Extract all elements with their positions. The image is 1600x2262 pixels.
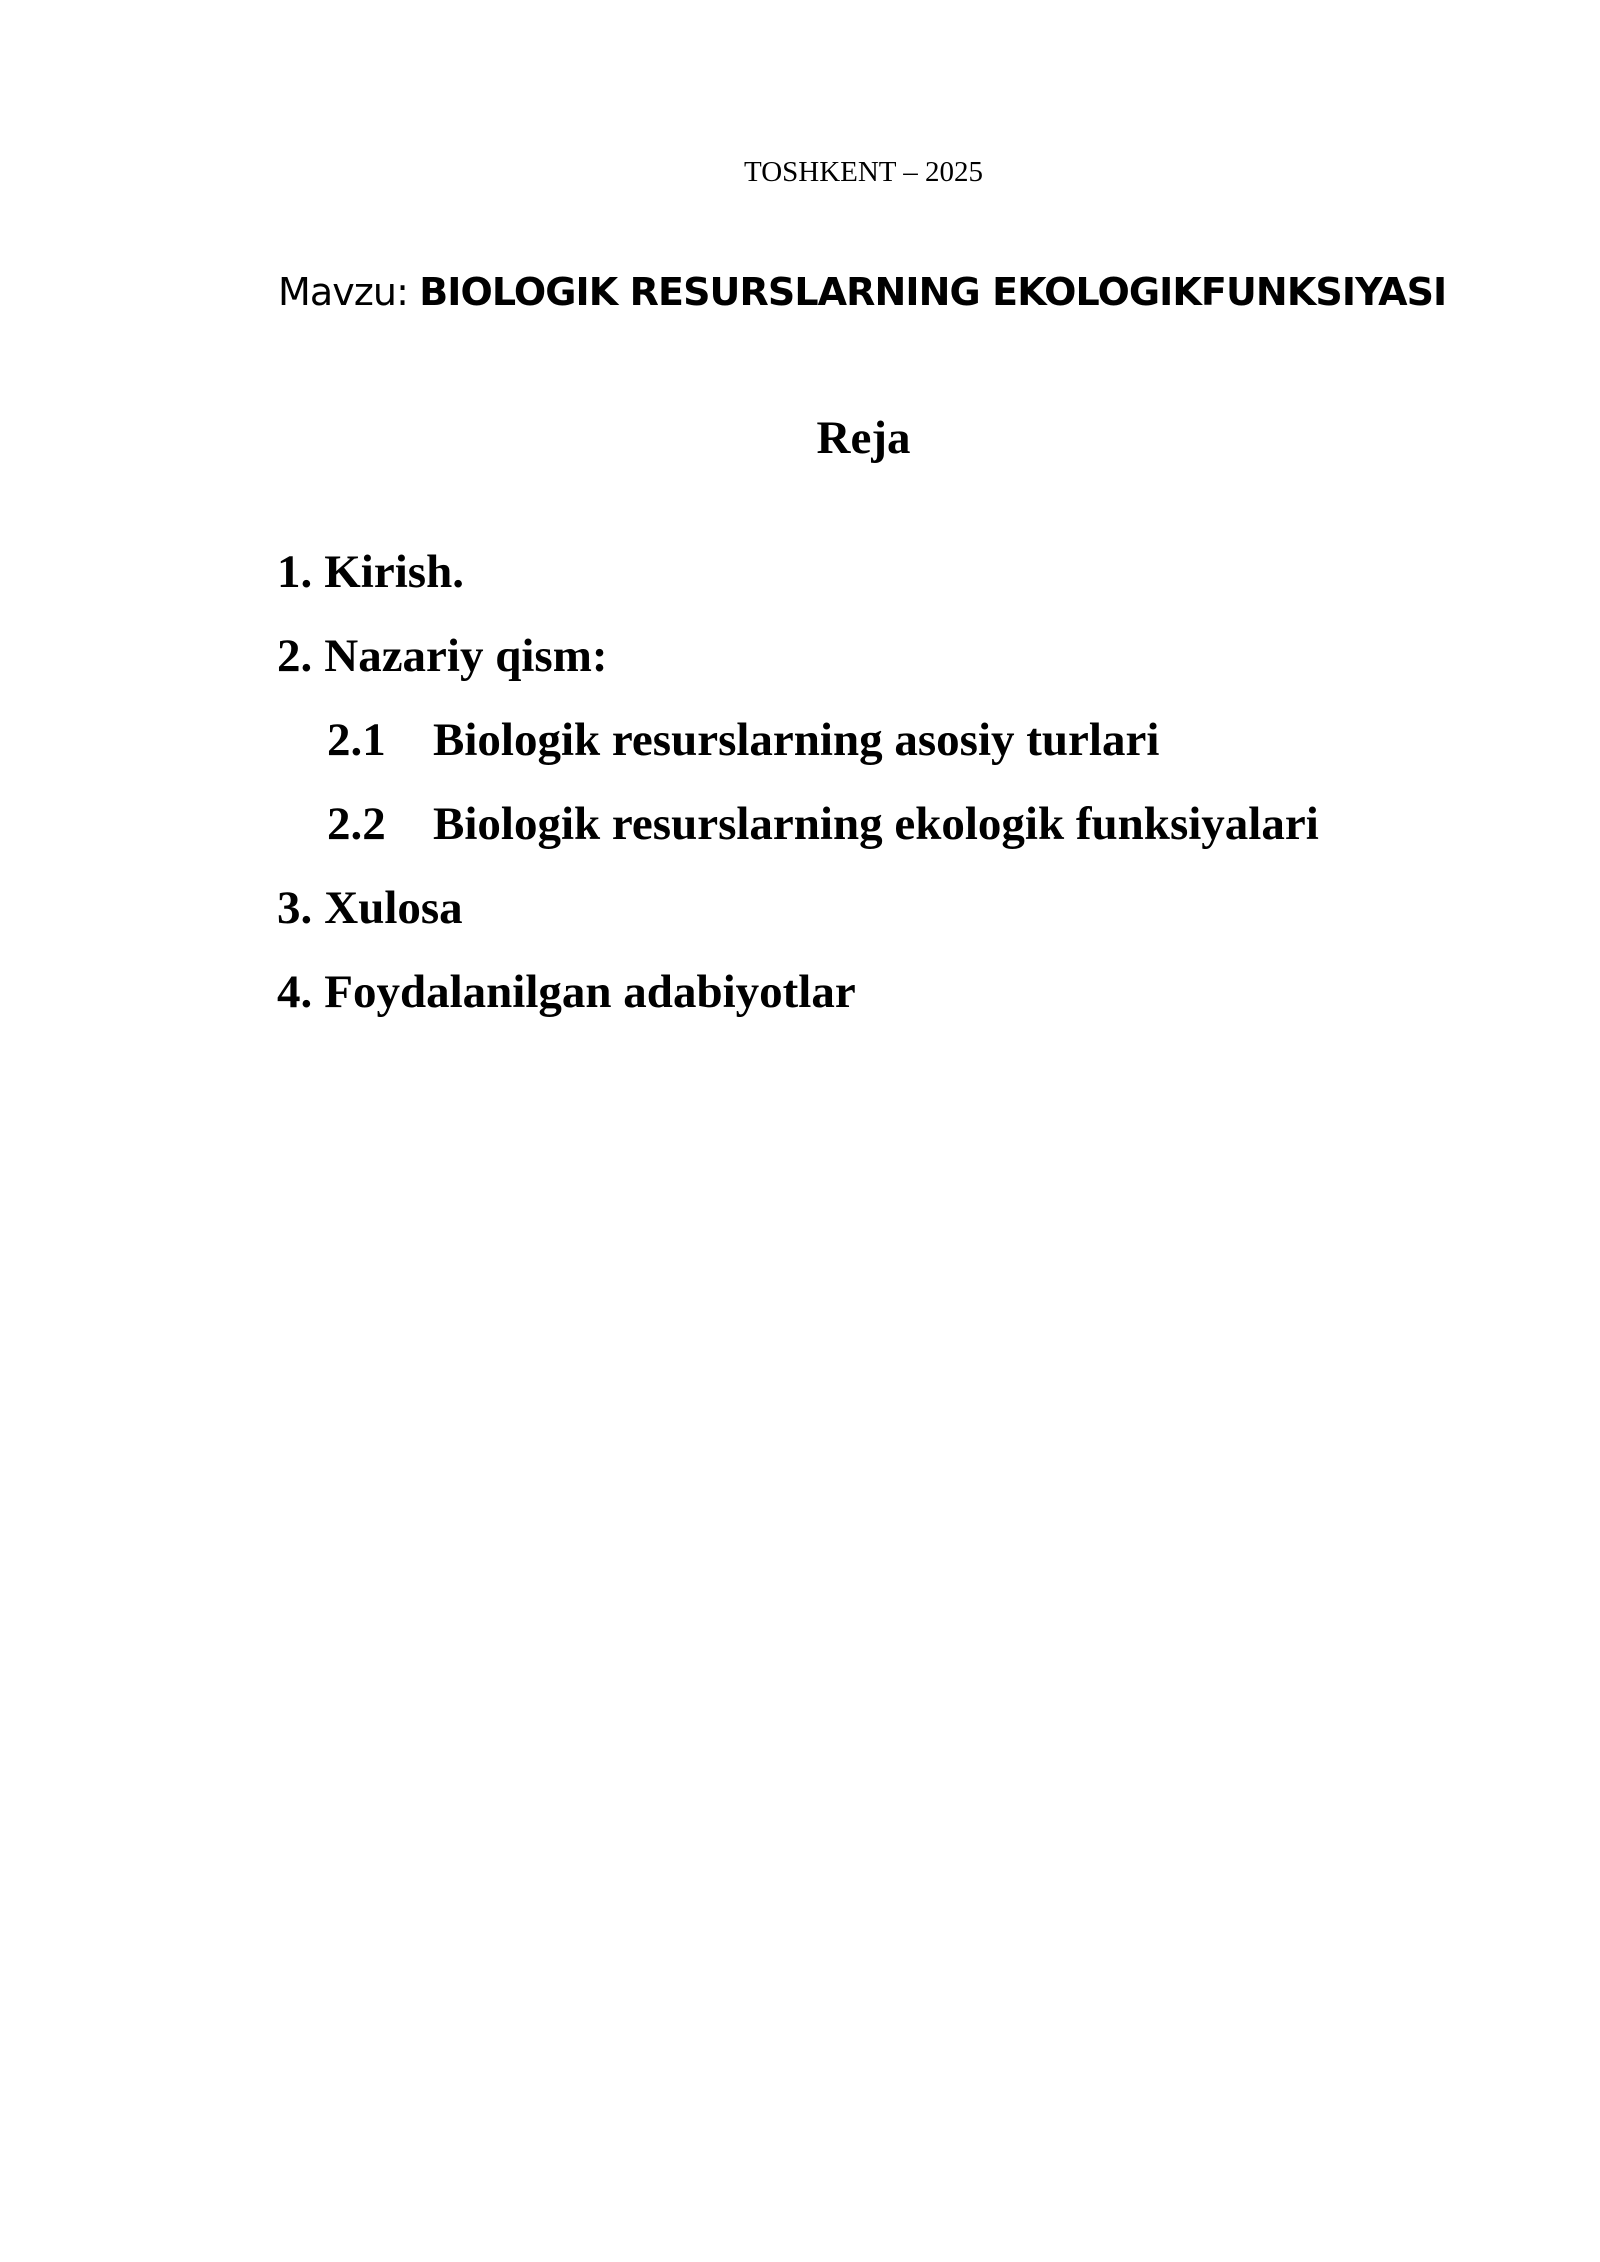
plan-item-number: 1. [277,546,313,598]
plan-subitem-resource-types [277,708,1319,792]
plan-item-references [277,960,1319,1044]
plan-item-number: 2.2 [327,798,386,850]
topic-title: BIOLOGIK RESURSLARNING EKOLOGIKFUNKSIYASI [419,270,1447,314]
plan-item-number: 2. [277,630,313,682]
topic-line [278,264,1446,320]
plan-item-text: Xulosa [324,882,463,934]
plan-item-number: 2.1 [327,714,386,766]
plan-item-conclusion [277,876,1319,960]
plan-subitem-ecological-functions [277,792,1319,876]
plan-item-text: Foydalanilgan adabiyotlar [324,966,856,1018]
plan-item-introduction [277,540,1319,624]
plan-item-theory [277,624,1319,708]
plan-heading: Reja [816,412,911,464]
plan-item-text: Biologik resurslarning asosiy turlari [433,714,1160,766]
plan-item-text: Biologik resurslarning ekologik funksiyalari [433,798,1319,850]
plan-item-text: Nazariy qism: [324,630,608,682]
topic-prefix: Mavzu: [278,270,420,314]
plan-item-number: 4. [277,966,313,1018]
plan-item-number: 3. [277,882,313,934]
plan-item-text: Kirish. [324,546,464,598]
plan-list [277,540,1319,1044]
city-year-line: TOSHKENT – 2025 [744,156,983,188]
